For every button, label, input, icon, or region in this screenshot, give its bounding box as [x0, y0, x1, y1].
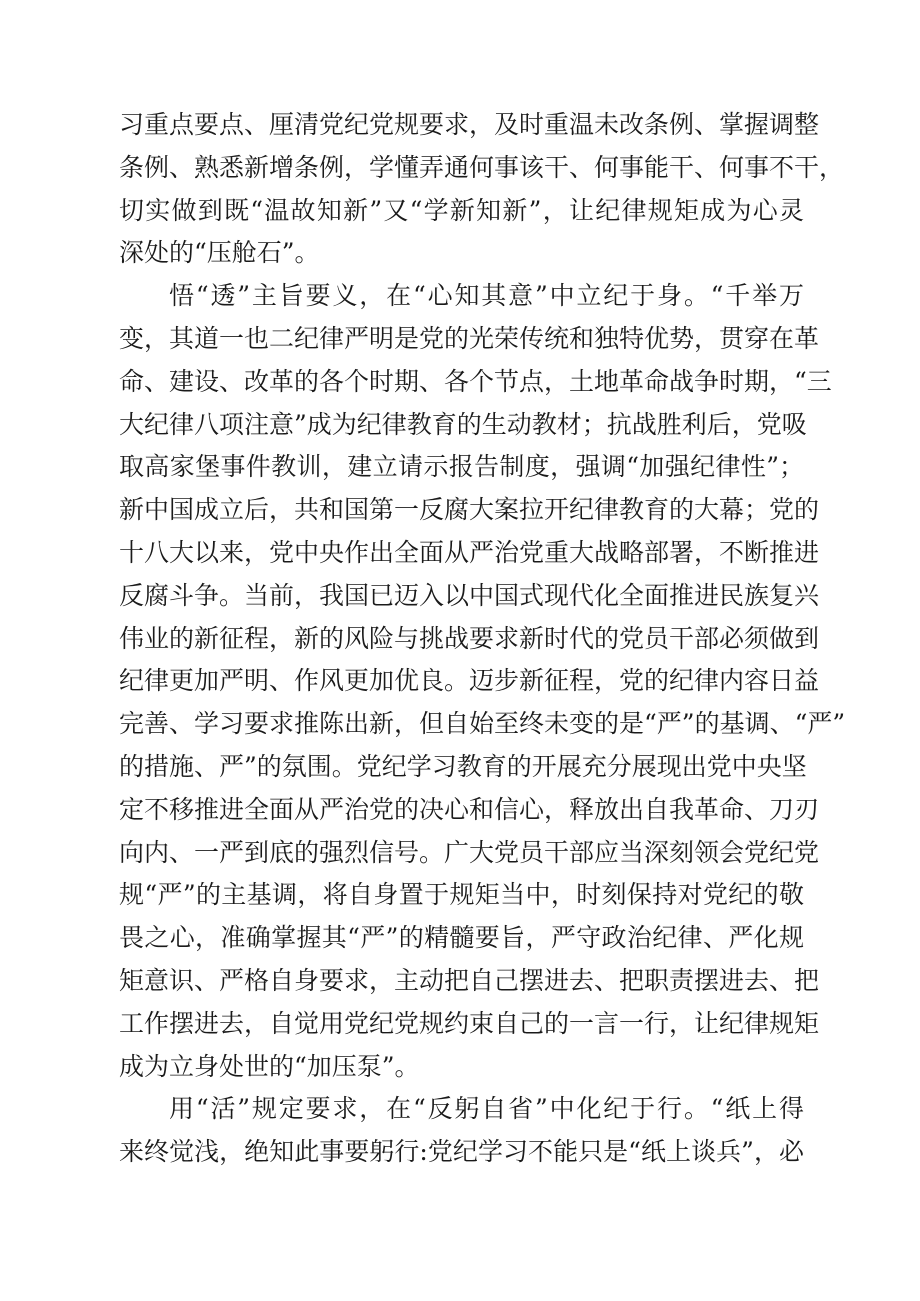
paragraph [119, 104, 845, 275]
text-line: 成为立身处世的“加压泵”。 [119, 1051, 420, 1081]
text-line: 规“严”的主基调，将自身置于规矩当中，时刻保持对党纪的敬 [119, 880, 804, 910]
text-line: 定不移推进全面从严治党的决心和信心，释放出自我革命、刀刃 [119, 794, 820, 824]
text-line: 习重点要点、厘清党纪党规要求，及时重温未改条例、掌握调整 [119, 110, 820, 139]
text-line: 完善、学习要求推陈出新，但自始至终未变的是“严”的基调、“严” [119, 709, 846, 739]
text-line: 大纪律八项注意”成为纪律教育的生动教材；抗战胜利后，党吸 [119, 409, 807, 439]
document-body [119, 104, 846, 1174]
text-line: 畏之心，准确掌握其“严”的精髓要旨，严守政治纪律、严化规 [119, 923, 804, 953]
text-line: 命、建设、改革的各个时期、各个节点，土地革命战争时期，“三 [119, 366, 832, 396]
text-line: 条例、熟悉新增条例，学懂弄通何事该干、何事能干、何事不干， [119, 152, 845, 182]
text-line: 深处的“压舱石”。 [119, 238, 320, 268]
text-line: 用“活”规定要求，在“反躬自省”中化纪于行。“纸上得 [169, 1094, 804, 1124]
text-line: 变，其道一也二纪律严明是党的光荣传统和独特优势，贯穿在革 [119, 323, 820, 353]
text-line: 的措施、严”的氛围。党纪学习教育的开展充分展现出党中央坚 [119, 751, 807, 781]
paragraph [119, 275, 846, 1088]
text-line: 取高家堡事件教训，建立请示报告制度，强调“加强纪律性”； [119, 452, 804, 482]
text-line: 矩意识、严格自身要求，主动把自己摆进去、把职责摆进去、把 [119, 965, 820, 995]
text-line: 伟业的新征程，新的风险与挑战要求新时代的党员干部必须做到 [119, 623, 820, 653]
text-line: 工作摆进去，自觉用党纪党规约束自己的一言一行，让纪律规矩 [119, 1008, 820, 1038]
text-line: 纪律更加严明、作风更加优良。迈步新征程，党的纪律内容日益 [119, 666, 820, 696]
text-line: 反腐斗争。当前，我国已迈入以中国式现代化全面推进民族复兴 [119, 580, 820, 610]
text-line: 向内、一严到底的强烈信号。广大党员干部应当深刻领会党纪党 [119, 837, 820, 867]
text-line: 切实做到既“温故知新”又“学新知新”，让纪律规矩成为心灵 [119, 195, 804, 225]
text-line: 十八大以来，党中央作出全面从严治党重大战略部署，不断推进 [119, 537, 820, 567]
text-line: 悟“透”主旨要义，在“心知其意”中立纪于身。“千举万 [169, 281, 804, 311]
paragraph [119, 1088, 804, 1174]
text-line: 来终觉浅，绝知此事要躬行:党纪学习不能只是“纸上谈兵”，必 [119, 1137, 804, 1167]
text-line: 新中国成立后，共和国第一反腐大案拉开纪律教育的大幕；党的 [119, 495, 820, 525]
